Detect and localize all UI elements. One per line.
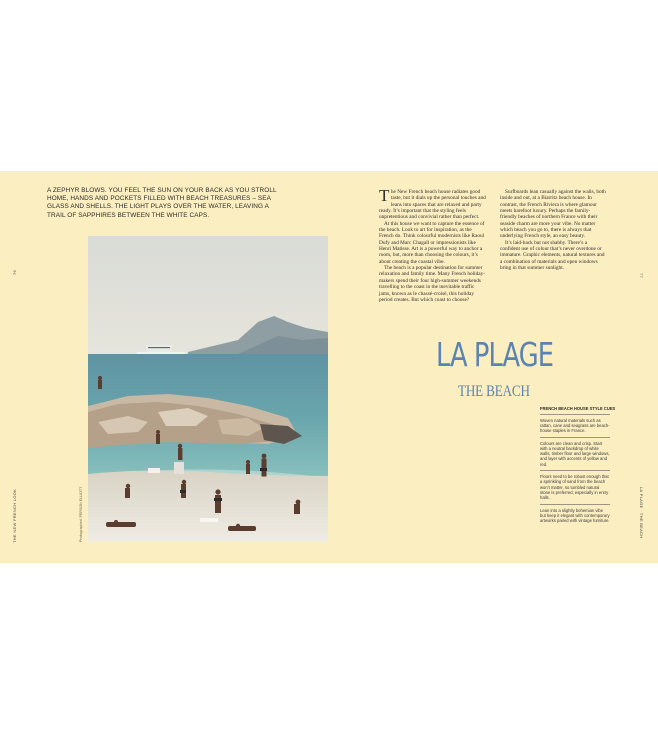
- magazine-spread: [0, 171, 658, 563]
- body-column-2: [500, 189, 607, 271]
- body-paragraph: The New French beach house radiates good taste, but it dials up the personal touches and leans into spaces that are relaxed and party ready. It’s important that the styling feels unpretentious and convivial rather than perfect.: [379, 186, 486, 221]
- drop-cap: T: [379, 186, 390, 205]
- page-number-left: 76: [12, 269, 17, 275]
- article-subtitle: THE BEACH: [458, 383, 530, 400]
- style-cues-box: [540, 406, 616, 527]
- body-paragraph: The beach is a popular destination for summer relaxation and family time. Many French holiday-makers spend their four high-summer weekends travelling to the coast in the inevitable traffic jams, known as le chassé-croisé, this holiday period creates. But which coast to choose?: [379, 265, 486, 303]
- body-paragraph: Surfboards lean casually against the walls, both inside and out, at a Biarritz beach house. In contrast, the French Riviera is where glamour meets barefoot luxury. Perhaps the family-friendly beaches of northern France with their seaside charm are more your vibe. No matter which beach you go to, there is always that underlying French style, an easy beauty.: [500, 189, 606, 240]
- running-head-left: THE NEW FRENCH LOOK: [12, 488, 17, 543]
- body-paragraph: It’s laid-back but not shabby. There’s a confident use of colour that’s never overdone or immature. Graphic elements, natural textures and a combination of materials and open windows bring in that summer sunlight.: [500, 239, 605, 272]
- beach-photo: [88, 236, 328, 542]
- article-title: LA PLAGE: [436, 335, 554, 374]
- page-number-right: 77: [639, 273, 644, 279]
- style-cue-item: Colours are clean and crisp. Start with a neutral backdrop of white walls, timber floor and large windows, and layer with accents of yellow and red.: [540, 438, 610, 471]
- body-paragraph: At this house we want to capture the essence of the beach. Look to art for inspiration, as the French do. Think colourful modernists like Raoul Dufy and Marc Chagall or impressionists like Henri Matisse. Art is a powerful way to anchor a room, but, more than choosing the colours, it’s about creating the coastal vibe.: [379, 220, 485, 265]
- style-cue-item: Woven natural materials such as rattan, cane and seagrass are beach-house staples in France.: [540, 415, 610, 438]
- style-cues-heading: FRENCH BEACH HOUSE STYLE CUES: [540, 406, 610, 415]
- body-column-1: [379, 186, 486, 303]
- style-cue-item: Lean into a slightly bohemian vibe but keep it elegant with contemporary artworks paired with vintage furniture.: [540, 507, 610, 523]
- intro-paragraph: A ZEPHYR BLOWS. YOU FEEL THE SUN ON YOUR BACK AS YOU STROLL HOME, HANDS AND POCKETS FILLED WITH BEACH TREASURES – SEA GLASS AND SHELLS. THE LIGHT PLAYS OVER THE WATER, LEAVING A TRAIL OF SAPPHIRES BETWEEN THE WHITE CAPS.: [47, 187, 277, 219]
- style-cue-item: Floors need to be robust enough that a sprinkling of sand from the beach won’t matter, so tumbled natural stone is preferred, especially in entry halls.: [540, 471, 610, 504]
- photo-credit: Photographed: PERSON ELLIOTT: [79, 486, 83, 542]
- running-head-right: LA PLAGE · THE BEACH: [639, 487, 644, 539]
